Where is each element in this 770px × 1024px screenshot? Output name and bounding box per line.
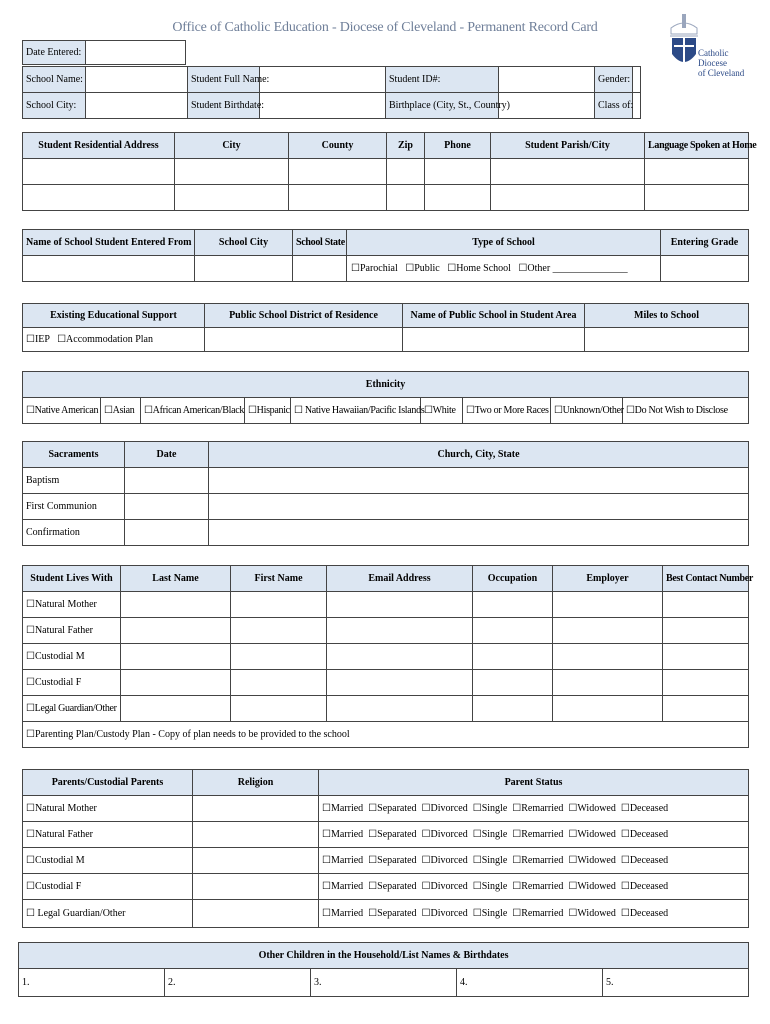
entered-state-field[interactable] xyxy=(293,256,347,282)
address-row xyxy=(23,185,749,211)
district-field[interactable] xyxy=(205,328,403,352)
district-header: Public School District of Residence xyxy=(205,304,403,328)
school-city-label: School City: xyxy=(23,93,86,119)
student-id-field[interactable] xyxy=(499,67,595,93)
lives-with-table xyxy=(22,565,754,748)
entered-from-field[interactable] xyxy=(23,256,195,282)
ethnicity-header: Ethnicity xyxy=(23,372,749,398)
address-row xyxy=(23,159,749,185)
parent-status-options[interactable]: ☐Married ☐Separated ☐Divorced ☐Single ☐Remarried ☐Widowed ☐Deceased xyxy=(319,796,749,822)
ethnicity-option[interactable]: ☐Unknown/Other xyxy=(551,398,623,424)
ethnicity-option[interactable]: ☐White xyxy=(421,398,463,424)
parent-option[interactable]: ☐Custodial F xyxy=(23,874,193,900)
child-slot[interactable]: 4. xyxy=(457,969,603,997)
lives-with-option[interactable]: ☐Custodial M xyxy=(23,644,121,670)
ethnicity-option[interactable]: ☐African American/Black xyxy=(141,398,245,424)
type-of-school-header: Type of School xyxy=(347,230,661,256)
student-full-name-field[interactable] xyxy=(260,67,386,93)
parent-option[interactable]: ☐ Legal Guardian/Other xyxy=(23,900,193,928)
sacrament-baptism: Baptism xyxy=(23,468,125,494)
parent-status-options[interactable]: ☐Married ☐Separated ☐Divorced ☐Single ☐Remarried ☐Widowed ☐Deceased xyxy=(319,848,749,874)
sacrament-first-communion: First Communion xyxy=(23,494,125,520)
sacrament-date-header: Date xyxy=(125,442,209,468)
parent-status-options[interactable]: ☐Married ☐Separated ☐Divorced ☐Single ☐Remarried ☐Widowed ☐Deceased xyxy=(319,900,749,928)
educational-support-header: Existing Educational Support xyxy=(23,304,205,328)
religion-header: Religion xyxy=(193,770,319,796)
parent-option[interactable]: ☐Natural Mother xyxy=(23,796,193,822)
student-full-name-label: Student Full Name: xyxy=(188,67,260,93)
custody-plan-option[interactable]: ☐Parenting Plan/Custody Plan - Copy of plan needs to be provided to the school xyxy=(23,722,749,748)
parent-status-header: Parent Status xyxy=(319,770,749,796)
logo-text-line1: Catholic Diocese xyxy=(698,48,729,68)
date-entered-field[interactable] xyxy=(86,41,186,65)
entered-state-header: School State xyxy=(293,230,347,256)
entered-city-field[interactable] xyxy=(195,256,293,282)
contact-number-header: Best Contact Number xyxy=(663,566,749,592)
ethnicity-option[interactable]: ☐Two or More Races xyxy=(463,398,551,424)
diocese-logo xyxy=(668,14,752,78)
lives-with-option[interactable]: ☐Custodial F xyxy=(23,670,121,696)
lives-with-option[interactable]: ☐Legal Guardian/Other xyxy=(23,696,121,722)
school-name-field[interactable] xyxy=(86,67,188,93)
ethnicity-option[interactable]: ☐Hispanic xyxy=(245,398,291,424)
student-birthdate-field[interactable] xyxy=(260,93,386,119)
occupation-header: Occupation xyxy=(473,566,553,592)
entered-from-table xyxy=(22,229,749,282)
address-table xyxy=(22,132,757,211)
parents-header: Parents/Custodial Parents xyxy=(23,770,193,796)
entered-from-header: Name of School Student Entered From xyxy=(23,230,195,256)
other-children-header: Other Children in the Household/List Names & Birthdates xyxy=(19,943,749,969)
miles-field[interactable] xyxy=(585,328,749,352)
type-of-school-options[interactable]: ☐Parochial ☐Public ☐Home School ☐Other _______________ xyxy=(347,256,661,282)
lives-with-option[interactable]: ☐Natural Father xyxy=(23,618,121,644)
class-of-field[interactable] xyxy=(633,93,641,119)
first-name-header: First Name xyxy=(231,566,327,592)
child-slot[interactable]: 2. xyxy=(165,969,311,997)
gender-label: Gender: xyxy=(595,67,633,93)
public-school-header: Name of Public School in Student Area xyxy=(403,304,585,328)
entering-grade-field[interactable] xyxy=(661,256,749,282)
support-table xyxy=(22,303,749,352)
last-name-header: Last Name xyxy=(121,566,231,592)
parent-status-options[interactable]: ☐Married ☐Separated ☐Divorced ☐Single ☐Remarried ☐Widowed ☐Deceased xyxy=(319,874,749,900)
school-city-field[interactable] xyxy=(86,93,188,119)
child-slot[interactable]: 1. xyxy=(19,969,165,997)
entered-city-header: School City xyxy=(195,230,293,256)
lives-with-header: Student Lives With xyxy=(23,566,121,592)
ethnicity-option[interactable]: ☐Do Not Wish to Disclose xyxy=(623,398,749,424)
city-header: City xyxy=(175,133,289,159)
employer-header: Employer xyxy=(553,566,663,592)
parent-option[interactable]: ☐Custodial M xyxy=(23,848,193,874)
logo-text-line2: of Cleveland xyxy=(698,68,745,78)
school-name-label: School Name: xyxy=(23,67,86,93)
ethnicity-option[interactable]: ☐ Native Hawaiian/Pacific Islands xyxy=(291,398,421,424)
student-info-table xyxy=(22,66,641,119)
ethnicity-option[interactable]: ☐Native American xyxy=(23,398,101,424)
entering-grade-header: Entering Grade xyxy=(661,230,749,256)
parents-table xyxy=(22,769,749,928)
ethnicity-table xyxy=(22,371,749,424)
child-slot[interactable]: 5. xyxy=(603,969,749,997)
other-children-table xyxy=(18,942,749,997)
phone-header: Phone xyxy=(425,133,491,159)
birthplace-field[interactable] xyxy=(499,93,595,119)
parish-header: Student Parish/City xyxy=(491,133,645,159)
gender-field[interactable] xyxy=(633,67,641,93)
student-birthdate-label: Student Birthdate: xyxy=(188,93,260,119)
miles-header: Miles to School xyxy=(585,304,749,328)
date-entered-label: Date Entered: xyxy=(23,41,86,65)
church-header: Church, City, State xyxy=(209,442,749,468)
lives-with-option[interactable]: ☐Natural Mother xyxy=(23,592,121,618)
county-header: County xyxy=(289,133,387,159)
sacrament-confirmation: Confirmation xyxy=(23,520,125,546)
sacraments-header: Sacraments xyxy=(23,442,125,468)
class-of-label: Class of: xyxy=(595,93,633,119)
support-options[interactable]: ☐IEP ☐Accommodation Plan xyxy=(23,328,205,352)
email-header: Email Address xyxy=(327,566,473,592)
language-header: Language Spoken at Home xyxy=(645,133,749,159)
public-school-field[interactable] xyxy=(403,328,585,352)
address-header: Student Residential Address xyxy=(23,133,175,159)
student-id-label: Student ID#: xyxy=(386,67,499,93)
parent-option[interactable]: ☐Natural Father xyxy=(23,822,193,848)
child-slot[interactable]: 3. xyxy=(311,969,457,997)
ethnicity-option[interactable]: ☐Asian xyxy=(101,398,141,424)
zip-header: Zip xyxy=(387,133,425,159)
sacraments-table xyxy=(22,441,749,546)
parent-status-options[interactable]: ☐Married ☐Separated ☐Divorced ☐Single ☐Remarried ☐Widowed ☐Deceased xyxy=(319,822,749,848)
date-entered-table xyxy=(22,40,186,65)
page-title: Office of Catholic Education - Diocese of Cleveland - Permanent Record Card xyxy=(172,20,598,35)
birthplace-label: Birthplace (City, St., Country) xyxy=(386,93,499,119)
